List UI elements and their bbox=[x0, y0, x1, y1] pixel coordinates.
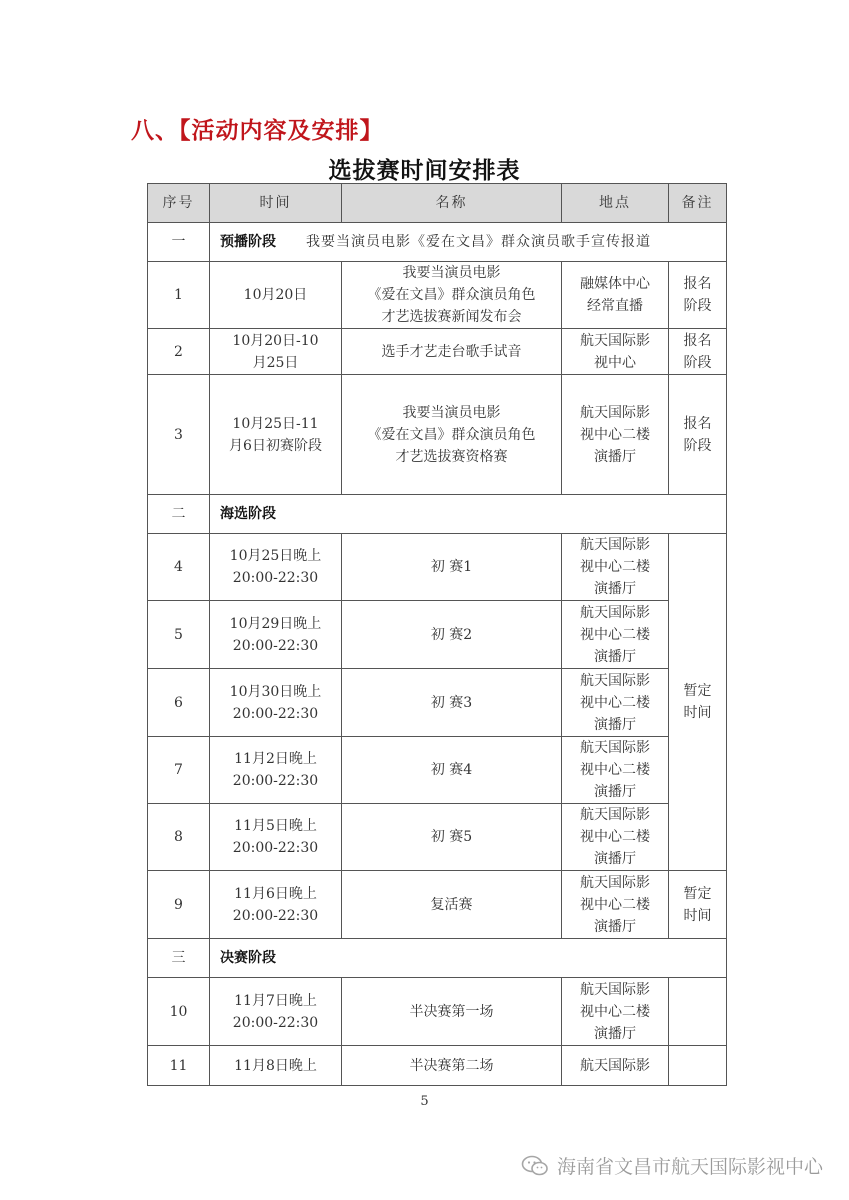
cell-name: 半决赛第二场 bbox=[342, 1046, 562, 1086]
cell-name: 我要当演员电影 《爱在文昌》群众演员角色 才艺选拔赛资格赛 bbox=[342, 375, 562, 495]
cell-note: 报名 阶段 bbox=[669, 329, 727, 375]
cell-note bbox=[669, 1046, 727, 1086]
cell-place: 航天国际影 视中心二楼 演播厅 bbox=[562, 669, 669, 737]
stage-no: 二 bbox=[148, 495, 210, 534]
stage-title: 预播阶段 bbox=[220, 234, 276, 250]
stage-no: 三 bbox=[148, 939, 210, 978]
stage-row-3 bbox=[148, 939, 727, 978]
cell-name: 初 赛1 bbox=[342, 534, 562, 601]
table-row bbox=[148, 375, 727, 495]
table-row bbox=[148, 978, 727, 1046]
cell-time: 11月6日晚上 20:00-22:30 bbox=[210, 871, 342, 939]
cell-name: 复活赛 bbox=[342, 871, 562, 939]
cell-place: 航天国际影 视中心二楼 演播厅 bbox=[562, 601, 669, 669]
cell-time: 11月2日晚上 20:00-22:30 bbox=[210, 737, 342, 804]
table-row bbox=[148, 329, 727, 375]
stage-cell bbox=[210, 495, 727, 534]
cell-time: 10月25日晚上 20:00-22:30 bbox=[210, 534, 342, 601]
cell-no: 6 bbox=[148, 669, 210, 737]
cell-note: 报名 阶段 bbox=[669, 262, 727, 329]
cell-no: 10 bbox=[148, 978, 210, 1046]
header-name: 名称 bbox=[342, 184, 562, 223]
schedule-table bbox=[147, 183, 727, 1086]
cell-name: 初 赛3 bbox=[342, 669, 562, 737]
cell-place: 航天国际影 视中心二楼 演播厅 bbox=[562, 375, 669, 495]
stage-title: 决赛阶段 bbox=[220, 950, 276, 966]
header-no: 序号 bbox=[148, 184, 210, 223]
stage-cell bbox=[210, 223, 727, 262]
cell-note: 暂定 时间 bbox=[669, 871, 727, 939]
cell-no: 4 bbox=[148, 534, 210, 601]
cell-place: 航天国际影 视中心二楼 演播厅 bbox=[562, 737, 669, 804]
table-row bbox=[148, 871, 727, 939]
stage-row-1 bbox=[148, 223, 727, 262]
cell-time: 10月20日 bbox=[210, 262, 342, 329]
cell-place: 航天国际影 bbox=[562, 1046, 669, 1086]
table-row bbox=[148, 737, 727, 804]
cell-time: 11月7日晚上 20:00-22:30 bbox=[210, 978, 342, 1046]
cell-no: 11 bbox=[148, 1046, 210, 1086]
cell-place: 融媒体中心 经常直播 bbox=[562, 262, 669, 329]
page-number: 5 bbox=[420, 1094, 429, 1109]
table-row bbox=[148, 804, 727, 871]
table-header-row bbox=[148, 184, 727, 223]
cell-time: 10月30日晚上 20:00-22:30 bbox=[210, 669, 342, 737]
section-heading: 八、【活动内容及安排】 bbox=[131, 118, 384, 144]
header-place: 地点 bbox=[562, 184, 669, 223]
cell-place: 航天国际影 视中心二楼 演播厅 bbox=[562, 804, 669, 871]
cell-no: 8 bbox=[148, 804, 210, 871]
header-note: 备注 bbox=[669, 184, 727, 223]
stage-desc: 我要当演员电影《爱在文昌》群众演员歌手宣传报道 bbox=[306, 234, 651, 250]
cell-place: 航天国际影 视中心 bbox=[562, 329, 669, 375]
cell-no: 2 bbox=[148, 329, 210, 375]
table-title: 选拔赛时间安排表 bbox=[328, 158, 521, 184]
stage-no: 一 bbox=[148, 223, 210, 262]
cell-note-merged: 暂定 时间 bbox=[669, 534, 727, 871]
cell-place: 航天国际影 视中心二楼 演播厅 bbox=[562, 534, 669, 601]
header-time: 时间 bbox=[210, 184, 342, 223]
table-row bbox=[148, 534, 727, 601]
cell-no: 3 bbox=[148, 375, 210, 495]
cell-note: 报名 阶段 bbox=[669, 375, 727, 495]
table-row bbox=[148, 669, 727, 737]
stage-row-2 bbox=[148, 495, 727, 534]
cell-name: 半决赛第一场 bbox=[342, 978, 562, 1046]
cell-time: 10月29日晚上 20:00-22:30 bbox=[210, 601, 342, 669]
cell-time: 11月5日晚上 20:00-22:30 bbox=[210, 804, 342, 871]
cell-place: 航天国际影 视中心二楼 演播厅 bbox=[562, 978, 669, 1046]
stage-cell bbox=[210, 939, 727, 978]
cell-note bbox=[669, 978, 727, 1046]
cell-place: 航天国际影 视中心二楼 演播厅 bbox=[562, 871, 669, 939]
watermark-text: 海南省文昌市航天国际影视中心 bbox=[556, 1156, 823, 1178]
cell-name: 初 赛4 bbox=[342, 737, 562, 804]
cell-no: 1 bbox=[148, 262, 210, 329]
cell-name: 我要当演员电影 《爱在文昌》群众演员角色 才艺选拔赛新闻发布会 bbox=[342, 262, 562, 329]
cell-no: 5 bbox=[148, 601, 210, 669]
cell-time: 11月8日晚上 bbox=[210, 1046, 342, 1086]
table-row bbox=[148, 601, 727, 669]
cell-no: 7 bbox=[148, 737, 210, 804]
cell-time: 10月25日-11 月6日初赛阶段 bbox=[210, 375, 342, 495]
cell-no: 9 bbox=[148, 871, 210, 939]
cell-name: 选手才艺走台歌手试音 bbox=[342, 329, 562, 375]
cell-time: 10月20日-10 月25日 bbox=[210, 329, 342, 375]
table-row bbox=[148, 1046, 727, 1086]
stage-title: 海选阶段 bbox=[220, 506, 276, 522]
wechat-icon bbox=[521, 1155, 549, 1177]
table-row bbox=[148, 262, 727, 329]
cell-name: 初 赛5 bbox=[342, 804, 562, 871]
watermark bbox=[521, 1152, 823, 1179]
cell-name: 初 赛2 bbox=[342, 601, 562, 669]
